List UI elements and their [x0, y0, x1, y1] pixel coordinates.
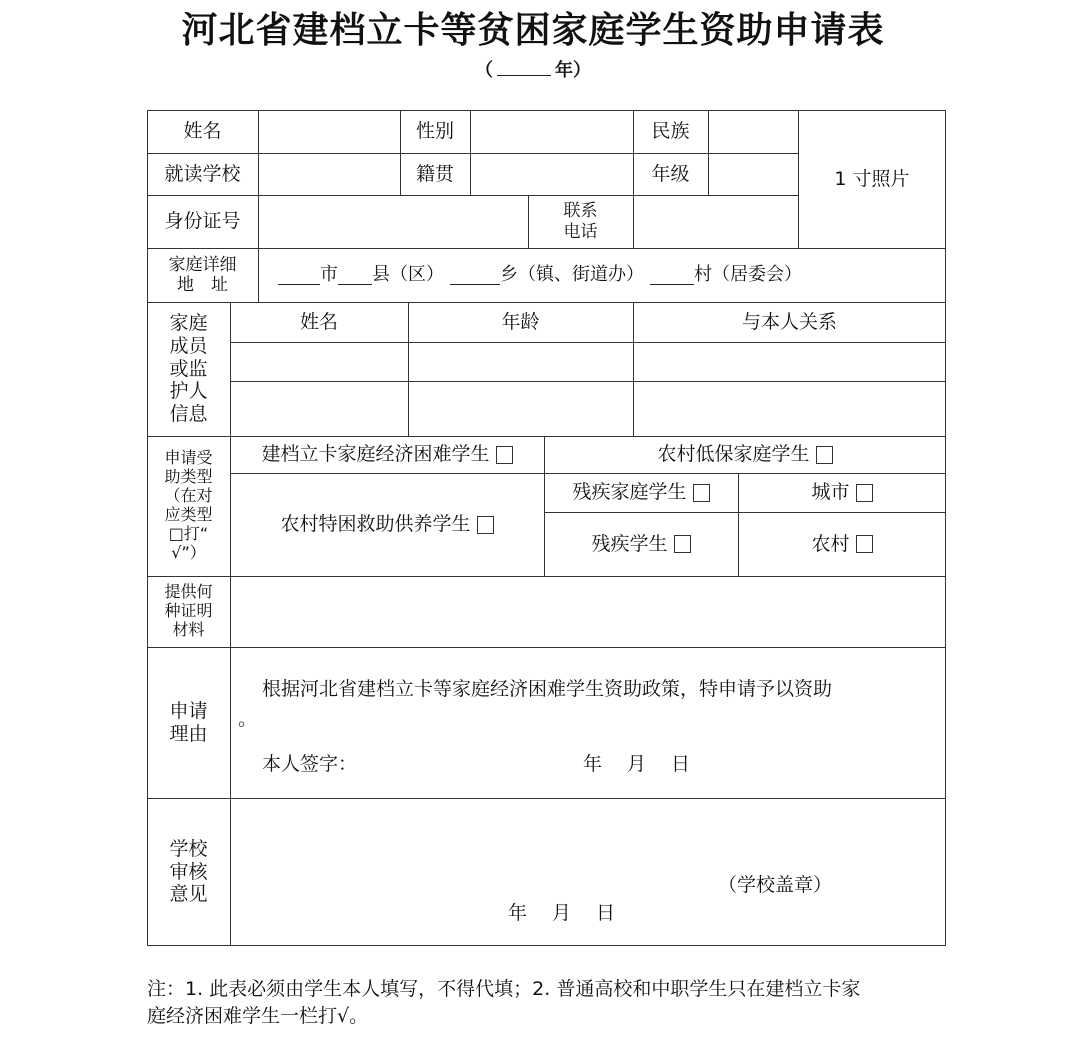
- family-cell[interactable]: [408, 381, 633, 436]
- gender-field[interactable]: [470, 110, 633, 153]
- phone-label: [528, 195, 633, 248]
- option-jdlk-label: 建档立卡家庭经济困难学生: [261, 443, 490, 466]
- materials-label-line: 提供何: [164, 582, 213, 602]
- aid-type-label-line: 申请受: [164, 448, 213, 468]
- checkbox-tekun[interactable]: [477, 516, 494, 534]
- family-label-line: 信息: [169, 403, 208, 426]
- school-review-label-line: 审核: [169, 860, 208, 883]
- village-blank[interactable]: [650, 266, 694, 285]
- address-field[interactable]: [258, 248, 946, 302]
- family-label-line: 或监: [169, 357, 208, 380]
- school-seal-label: （学校盖章）: [718, 874, 833, 896]
- id-field[interactable]: [258, 195, 528, 248]
- review-day-label: 日: [596, 902, 616, 924]
- family-col-name: 姓名: [299, 310, 338, 333]
- town-label: 乡（镇、街道办）: [500, 264, 644, 286]
- grade-field[interactable]: [708, 153, 798, 195]
- family-cell[interactable]: [408, 342, 633, 381]
- family-cell[interactable]: [633, 342, 946, 381]
- city-label: 市: [320, 264, 338, 286]
- reason-label-line: 理由: [169, 722, 208, 745]
- school-label: 就读学校: [164, 162, 241, 185]
- aid-type-label-line: □打“: [168, 523, 209, 543]
- option-rural-label: 农村: [811, 532, 850, 555]
- option-disabled-student-label: 残疾学生: [591, 532, 668, 555]
- name-field[interactable]: [258, 110, 400, 153]
- school-review-field[interactable]: [230, 798, 946, 946]
- option-tekun[interactable]: [230, 473, 544, 576]
- checkbox-dibao[interactable]: [816, 446, 833, 464]
- ethnicity-field[interactable]: [708, 110, 798, 153]
- grade-label: 年级: [651, 162, 690, 185]
- school-review-label: [147, 798, 230, 946]
- family-col-relation: 与本人关系: [741, 310, 837, 333]
- materials-label: [147, 576, 230, 647]
- footnote-line: 注：1. 此表必须由学生本人填写，不得代填；2. 普通高校和中职学生只在建档立卡家: [147, 978, 861, 1000]
- checkbox-disabled-family[interactable]: [693, 484, 710, 502]
- reason-month-label: 月: [627, 753, 647, 775]
- school-review-label-line: 学校: [169, 837, 208, 860]
- family-cell[interactable]: [230, 381, 408, 436]
- footnote-line: 庭经济困难学生一栏打√。: [147, 1004, 369, 1027]
- family-cell[interactable]: [230, 342, 408, 381]
- option-tekun-label: 农村特困救助供养学生: [280, 513, 471, 536]
- aid-type-label-line: 助类型: [164, 467, 213, 487]
- name-label: 姓名: [183, 120, 222, 143]
- phone-label-line: 电话: [563, 221, 598, 242]
- family-label-line: 成员: [169, 334, 208, 357]
- materials-label-line: 材料: [172, 619, 205, 639]
- id-label: 身份证号: [164, 210, 241, 233]
- county-blank[interactable]: [338, 266, 372, 285]
- option-disabled-family-label: 残疾家庭学生: [572, 481, 687, 504]
- family-label-line: 护人: [169, 380, 208, 403]
- reason-day-label: 日: [671, 753, 691, 775]
- year-blank[interactable]: [497, 57, 551, 76]
- review-year-label: 年: [508, 902, 528, 924]
- option-rural[interactable]: [738, 512, 946, 576]
- family-col-age: 年龄: [501, 310, 540, 333]
- address-label-line: 家庭详细: [168, 254, 237, 275]
- option-dibao-label: 农村低保家庭学生: [657, 443, 810, 466]
- footnote: [147, 976, 977, 1029]
- reason-field[interactable]: [230, 647, 946, 798]
- ethnicity-label: 民族: [651, 120, 690, 143]
- phone-label-line: 联系: [563, 201, 598, 222]
- checkbox-disabled-student[interactable]: [674, 535, 691, 553]
- photo-box[interactable]: 1 寸照片: [834, 167, 910, 190]
- aid-type-label-line: 应类型: [164, 505, 213, 524]
- address-label: [147, 248, 258, 302]
- reason-label-line: 申请: [169, 699, 208, 722]
- option-disabled-student[interactable]: [544, 512, 738, 576]
- aid-type-label-line: √”）: [171, 542, 206, 562]
- aid-type-label-line: （在对: [164, 486, 213, 506]
- family-cell[interactable]: [633, 381, 946, 436]
- year-label: 年）: [555, 60, 591, 81]
- reason-label: [147, 647, 230, 798]
- reason-text: 根据河北省建档立卡等家庭经济困难学生资助政策，特申请予以资助: [262, 678, 833, 700]
- town-blank[interactable]: [450, 266, 500, 285]
- option-urban[interactable]: [738, 473, 946, 512]
- option-jdlk[interactable]: [230, 436, 544, 473]
- option-disabled-family[interactable]: [544, 473, 738, 512]
- school-review-label-line: 意见: [169, 883, 208, 906]
- materials-field[interactable]: [230, 576, 946, 647]
- family-label: [147, 302, 230, 436]
- origin-label: 籍贯: [415, 162, 454, 185]
- signature-label: 本人签字：: [262, 753, 358, 775]
- school-field[interactable]: [258, 153, 400, 195]
- checkbox-rural[interactable]: [856, 535, 873, 553]
- aid-type-label: [147, 436, 230, 576]
- phone-field[interactable]: [633, 195, 798, 248]
- materials-label-line: 种证明: [164, 601, 213, 621]
- address-label-line: 地 址: [177, 275, 228, 295]
- year-line: [0, 56, 1066, 82]
- city-blank[interactable]: [278, 266, 320, 285]
- review-month-label: 月: [552, 902, 572, 924]
- family-label-line: 家庭: [169, 312, 208, 334]
- reason-text-end: 。: [238, 708, 258, 730]
- year-open: （: [475, 60, 493, 81]
- option-dibao[interactable]: [544, 436, 946, 473]
- reason-year-label: 年: [583, 753, 603, 775]
- county-label: 县（区）: [372, 264, 444, 286]
- form-title: 河北省建档立卡等贫困家庭学生资助申请表: [181, 10, 885, 51]
- checkbox-urban[interactable]: [856, 484, 873, 502]
- checkbox-jdlk[interactable]: [496, 446, 513, 464]
- gender-label: 性别: [415, 120, 454, 143]
- option-urban-label: 城市: [811, 481, 850, 504]
- origin-field[interactable]: [470, 153, 633, 195]
- village-label: 村（居委会）: [694, 264, 802, 286]
